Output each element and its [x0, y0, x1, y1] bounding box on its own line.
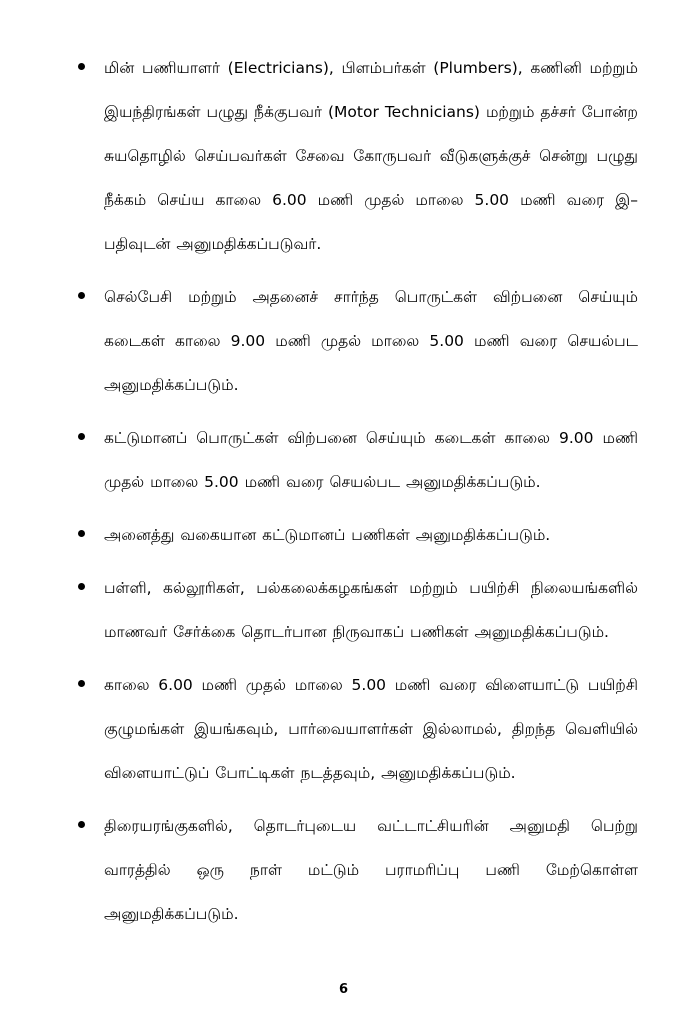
list-item-text: அனைத்து வகையான கட்டுமானப் பணிகள் அனுமதிக்கப்படும். — [104, 526, 551, 544]
list-item-text: மின் பணியாளர் (Electricians), பிளம்பர்கள் (Plumbers), கணினி மற்றும் இயந்திரங்கள் பழுது நீக்குபவர் (Motor Technicians) மற்றும் தச்சர் போன்ற சுயதொழில் செய்பவர்கள் சேவை கோருபவர் வீடுகளுக்குச் சென்று பழுது நீக்கம் செய்ய காலை 6.00 மணி முதல் மாலை 5.00 மணி வரை இ–பதிவுடன் அனுமதிக்கப்படுவர். — [104, 59, 638, 253]
list-item-text: காலை 6.00 மணி முதல் மாலை 5.00 மணி வரை விளையாட்டு பயிற்சி குழுமங்கள் இயங்கவும், பார்வையாளர்கள் இல்லாமல், திறந்த வெளியில் விளையாட்டுப் போட்டிகள் நடத்தவும், அனுமதிக்கப்படும். — [104, 676, 638, 782]
list-item — [78, 275, 638, 407]
list-item-text: திரையரங்குகளில், தொடர்புடைய வட்டாட்சியரின் அனுமதி பெற்று வாரத்தில் ஒரு நாள் மட்டும் பராமரிப்பு பணி மேற்கொள்ள அனுமதிக்கப்படும். — [104, 817, 638, 923]
list-item-text: செல்பேசி மற்றும் அதனைச் சார்ந்த பொருட்கள் விற்பனை செய்யும் கடைகள் காலை 9.00 மணி முதல் மாலை 5.00 மணி வரை செயல்பட அனுமதிக்கப்படும். — [104, 288, 638, 394]
bullet-icon — [78, 63, 85, 70]
list-item — [78, 46, 638, 266]
bullet-icon — [78, 821, 85, 828]
permitted-activities-list — [78, 46, 638, 945]
bullet-icon — [78, 583, 85, 590]
bullet-icon — [78, 292, 85, 299]
list-item-text: பள்ளி, கல்லூரிகள், பல்கலைக்கழகங்கள் மற்றும் பயிற்சி நிலையங்களில் மாணவர் சேர்க்கை தொடர்பான நிருவாகப் பணிகள் அனுமதிக்கப்படும். — [104, 579, 638, 641]
bullet-icon — [78, 680, 85, 687]
list-item — [78, 416, 638, 504]
bullet-icon — [78, 530, 85, 537]
list-item — [78, 566, 638, 654]
list-item-text: கட்டுமானப் பொருட்கள் விற்பனை செய்யும் கடைகள் காலை 9.00 மணி முதல் மாலை 5.00 மணி வரை செயல்பட அனுமதிக்கப்படும். — [104, 429, 638, 491]
list-item — [78, 804, 638, 936]
list-item — [78, 663, 638, 795]
bullet-icon — [78, 433, 85, 440]
list-item — [78, 513, 638, 557]
page-number: 6 — [338, 982, 349, 997]
